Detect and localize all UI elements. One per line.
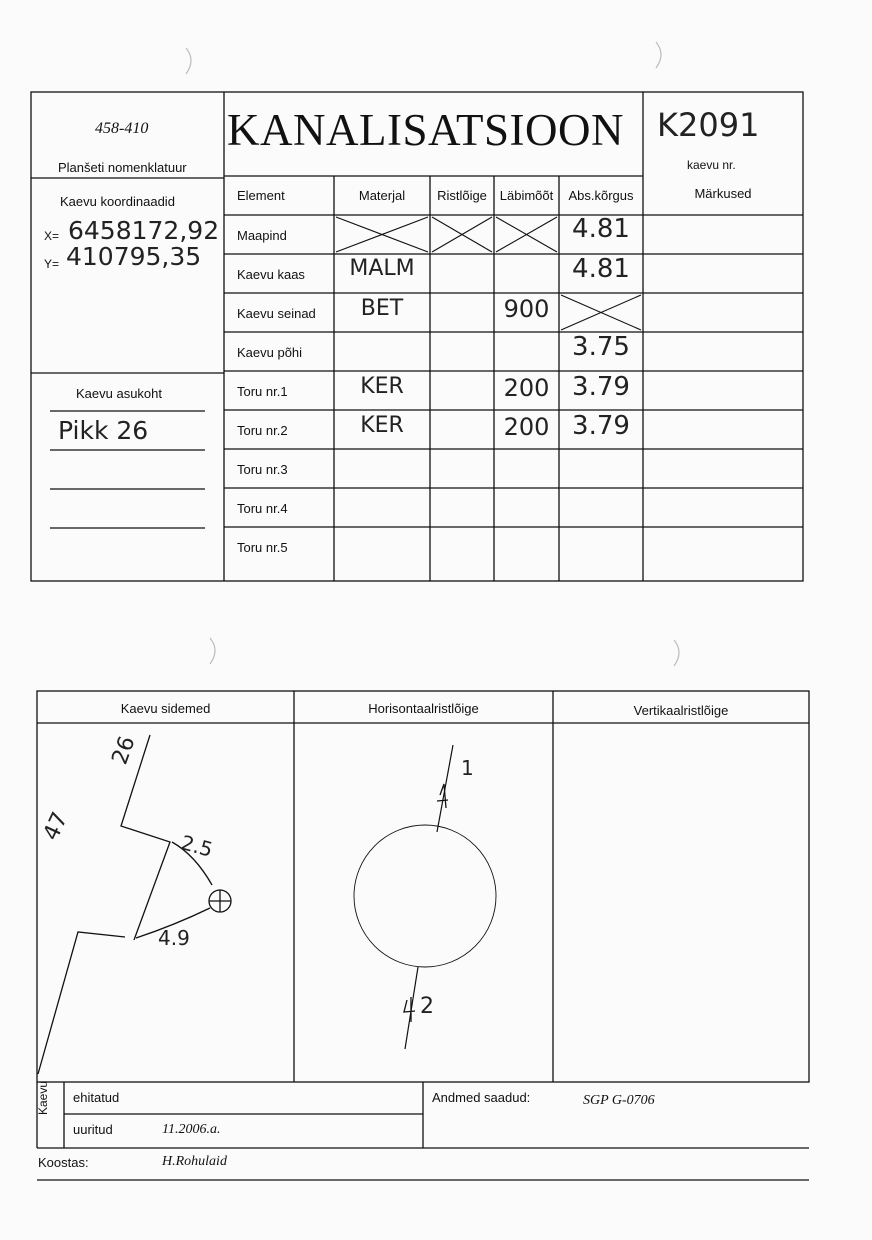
row-element: Kaevu kaas: [237, 267, 305, 282]
compiled-label: Koostas:: [38, 1155, 89, 1170]
data-source-value: SGP G-0706: [583, 1093, 655, 1108]
col-header-element: Element: [237, 188, 285, 203]
dimension-label: 4.9: [158, 926, 190, 950]
row-elevation: 3.79: [572, 372, 630, 402]
side-label: Kaevu: [36, 1080, 50, 1115]
row-material: KER: [360, 413, 404, 438]
col-header-cross-section: Ristlõige: [437, 188, 487, 203]
surveyed-value: 11.2006.a.: [162, 1122, 221, 1137]
sketch-title-connections: Kaevu sidemed: [120, 701, 211, 716]
x-coordinate: 6458172,92: [68, 216, 220, 245]
page-title: KANALISATSIOON: [227, 105, 624, 155]
row-element: Toru nr.5: [237, 540, 288, 555]
sheet-label: Planšeti nomenklatuur: [58, 160, 187, 175]
row-element: Maapind: [237, 228, 287, 243]
row-elevation: 4.81: [572, 214, 630, 244]
row-material: BET: [360, 296, 404, 321]
sheet-code: 458-410: [95, 120, 149, 137]
row-elevation: 3.79: [572, 411, 630, 441]
location-label: Kaevu asukoht: [76, 386, 163, 401]
row-element: Kaevu põhi: [237, 345, 303, 360]
built-label: ehitatud: [73, 1090, 120, 1105]
row-diameter: 200: [503, 374, 550, 402]
location-value: Pikk 26: [58, 416, 149, 445]
row-elevation: 3.75: [572, 332, 630, 362]
row-diameter: 900: [503, 295, 550, 323]
row-elevation: 4.81: [572, 254, 630, 284]
col-header-diameter: Läbimõõt: [499, 188, 554, 203]
x-prefix: X=: [44, 229, 60, 243]
row-material: MALM: [349, 256, 415, 281]
col-header-material: Materjal: [358, 188, 406, 203]
row-element: Kaevu seinad: [237, 306, 316, 321]
surveyed-label: uuritud: [73, 1122, 113, 1137]
row-diameter: 200: [503, 413, 550, 441]
row-material: KER: [360, 374, 404, 399]
well-number: K2091: [657, 106, 760, 144]
coords-label: Kaevu koordinaadid: [60, 194, 175, 209]
row-element: Toru nr.4: [237, 501, 288, 516]
col-header-remarks: Märkused: [694, 186, 752, 201]
dimension-label: 47: [38, 808, 74, 845]
row-element: Toru nr.2: [237, 423, 288, 438]
pipe-number-label: 1: [461, 756, 474, 780]
y-coordinate: 410795,35: [66, 242, 202, 271]
data-source-label: Andmed saadud:: [432, 1090, 531, 1105]
dimension-label: 26: [107, 733, 141, 768]
sketch-title-horizontal: Horisontaalristlõige: [368, 701, 479, 716]
sketch-title-vertical: Vertikaalristlõige: [633, 703, 729, 718]
pipe-number-label: 2: [420, 994, 434, 1019]
row-element: Toru nr.1: [237, 384, 288, 399]
y-prefix: Y=: [44, 257, 60, 271]
well-number-label: kaevu nr.: [687, 158, 736, 172]
connection-sketch: [38, 735, 231, 1074]
row-element: Toru nr.3: [237, 462, 288, 477]
compiled-value: H.Rohulaid: [162, 1154, 227, 1169]
dimension-label: 2.5: [178, 830, 216, 862]
col-header-elevation: Abs.kõrgus: [568, 188, 634, 203]
